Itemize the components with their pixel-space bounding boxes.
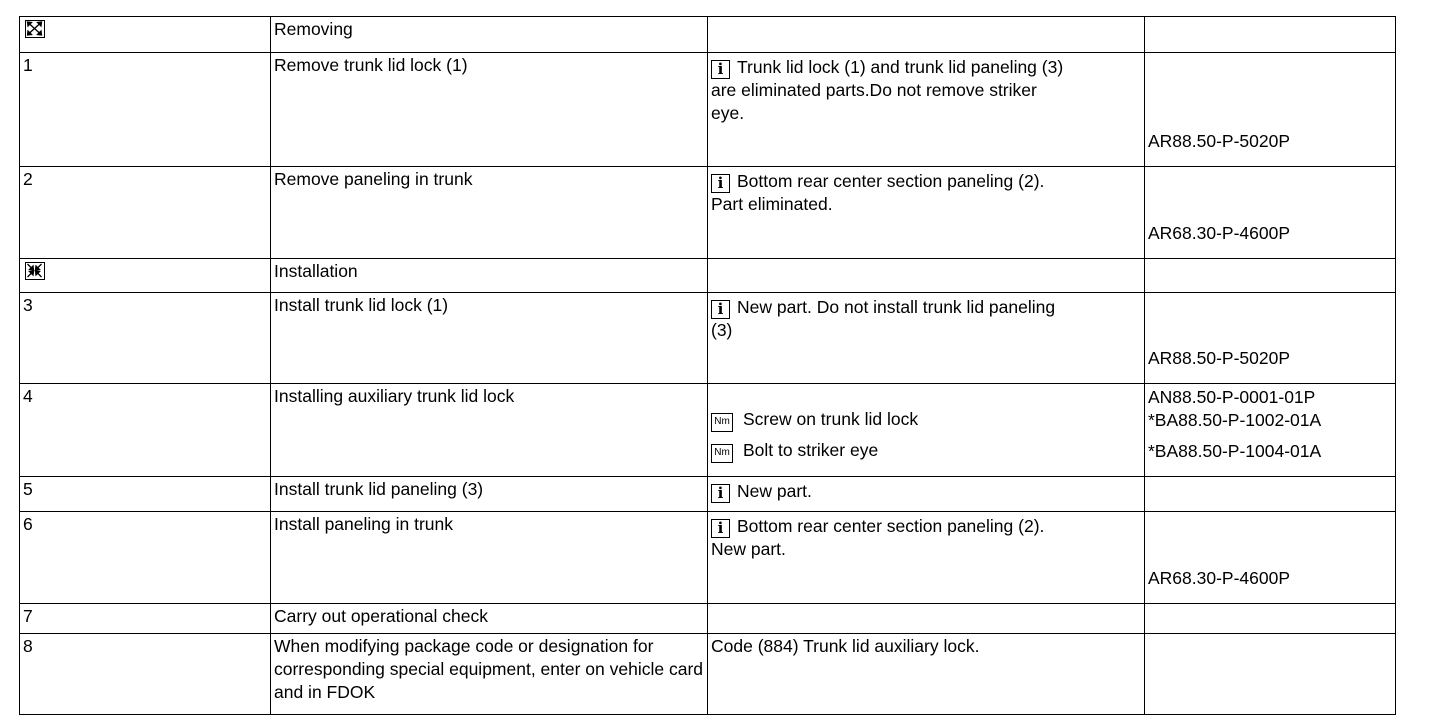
info-icon: i [711, 174, 730, 193]
note-cell [708, 477, 1145, 512]
action-text: Install trunk lid lock (1) [274, 295, 449, 315]
reference-code[interactable]: AR68.30-P-4600P [1148, 223, 1291, 243]
action-cell [271, 53, 708, 167]
action-cell [271, 477, 708, 512]
ref-cell [1145, 384, 1396, 477]
ref-cell [1145, 259, 1396, 293]
note-cell [708, 259, 1145, 293]
step-number: 7 [23, 606, 33, 626]
removing-arrows-icon [25, 20, 45, 38]
ref-cell [1145, 477, 1396, 512]
action-text: Remove paneling in trunk [274, 169, 473, 189]
note-text: Bottom rear center section paneling (2). [737, 171, 1045, 191]
note-text: Part eliminated. [711, 194, 833, 214]
note-cell [708, 17, 1145, 53]
torque-nm-icon: Nm [711, 413, 733, 432]
table-row [20, 167, 1396, 259]
step-number: 5 [23, 479, 33, 499]
info-icon: i [711, 519, 730, 538]
note-text: Code (884) Trunk lid auxiliary lock. [711, 636, 980, 656]
note-text: New part. [737, 481, 812, 501]
action-cell [271, 259, 708, 293]
action-text: Install paneling in trunk [274, 514, 453, 534]
ref-cell [1145, 293, 1396, 384]
note-cell [708, 167, 1145, 259]
table-row [20, 293, 1396, 384]
note-text: eye. [711, 103, 745, 123]
note-text: (3) [711, 320, 733, 340]
action-text: Carry out operational check [274, 606, 488, 626]
step-number: 8 [23, 636, 33, 656]
table-row [20, 17, 1396, 53]
info-icon: i [711, 60, 730, 79]
step-cell [20, 259, 271, 293]
reference-code[interactable]: *BA88.50-P-1002-01A [1148, 410, 1322, 430]
step-cell [20, 17, 271, 53]
action-text: Remove trunk lid lock (1) [274, 55, 468, 75]
action-text: Installing auxiliary trunk lid lock [274, 386, 515, 406]
action-cell [271, 384, 708, 477]
step-cell [20, 53, 271, 167]
step-number: 3 [23, 295, 33, 315]
table-row [20, 259, 1396, 293]
step-cell [20, 634, 271, 715]
action-text: Installation [274, 261, 358, 281]
action-text: Removing [274, 19, 353, 39]
ref-cell [1145, 634, 1396, 715]
step-number: 1 [23, 55, 33, 75]
torque-text: Screw on trunk lid lock [743, 409, 919, 429]
note-text: New part. [711, 539, 786, 559]
ref-cell [1145, 604, 1396, 634]
action-cell [271, 167, 708, 259]
action-cell [271, 512, 708, 604]
table-row [20, 634, 1396, 715]
step-number: 6 [23, 514, 33, 534]
ref-cell [1145, 53, 1396, 167]
info-icon: i [711, 484, 730, 503]
reference-code[interactable]: AR88.50-P-5020P [1148, 348, 1291, 368]
action-text: When modifying package code or designation for corresponding special equipment, enter on vehicle card and in FDOK [274, 636, 704, 702]
note-cell [708, 293, 1145, 384]
note-text: Trunk lid lock (1) and trunk lid paneling (3) [737, 57, 1064, 77]
action-cell [271, 604, 708, 634]
installation-arrows-icon [25, 262, 45, 280]
ref-cell [1145, 17, 1396, 53]
action-cell [271, 634, 708, 715]
note-text: Bottom rear center section paneling (2). [737, 516, 1045, 536]
table-row [20, 384, 1396, 477]
step-cell [20, 384, 271, 477]
note-text: New part. Do not install trunk lid paneling [737, 297, 1056, 317]
note-cell [708, 604, 1145, 634]
procedure-table [19, 16, 1396, 715]
step-number: 4 [23, 386, 33, 406]
note-text: are eliminated parts.Do not remove striker [711, 80, 1037, 100]
step-cell [20, 512, 271, 604]
table-row [20, 53, 1396, 167]
action-cell [271, 293, 708, 384]
info-icon: i [711, 300, 730, 319]
ref-cell [1145, 167, 1396, 259]
reference-code[interactable]: AR88.50-P-5020P [1148, 131, 1291, 151]
table-row [20, 512, 1396, 604]
torque-text: Bolt to striker eye [743, 440, 879, 460]
reference-code[interactable]: AN88.50-P-0001-01P [1148, 387, 1316, 407]
note-cell [708, 512, 1145, 604]
action-text: Install trunk lid paneling (3) [274, 479, 484, 499]
step-cell [20, 477, 271, 512]
ref-cell [1145, 512, 1396, 604]
step-cell [20, 167, 271, 259]
reference-code[interactable]: *BA88.50-P-1004-01A [1148, 441, 1322, 461]
step-cell [20, 604, 271, 634]
note-cell [708, 634, 1145, 715]
step-number: 2 [23, 169, 33, 189]
torque-nm-icon: Nm [711, 444, 733, 463]
step-cell [20, 293, 271, 384]
reference-code[interactable]: AR68.30-P-4600P [1148, 568, 1291, 588]
action-cell [271, 17, 708, 53]
table-row [20, 604, 1396, 634]
table-row [20, 477, 1396, 512]
torque-cell [708, 384, 1145, 477]
note-cell [708, 53, 1145, 167]
